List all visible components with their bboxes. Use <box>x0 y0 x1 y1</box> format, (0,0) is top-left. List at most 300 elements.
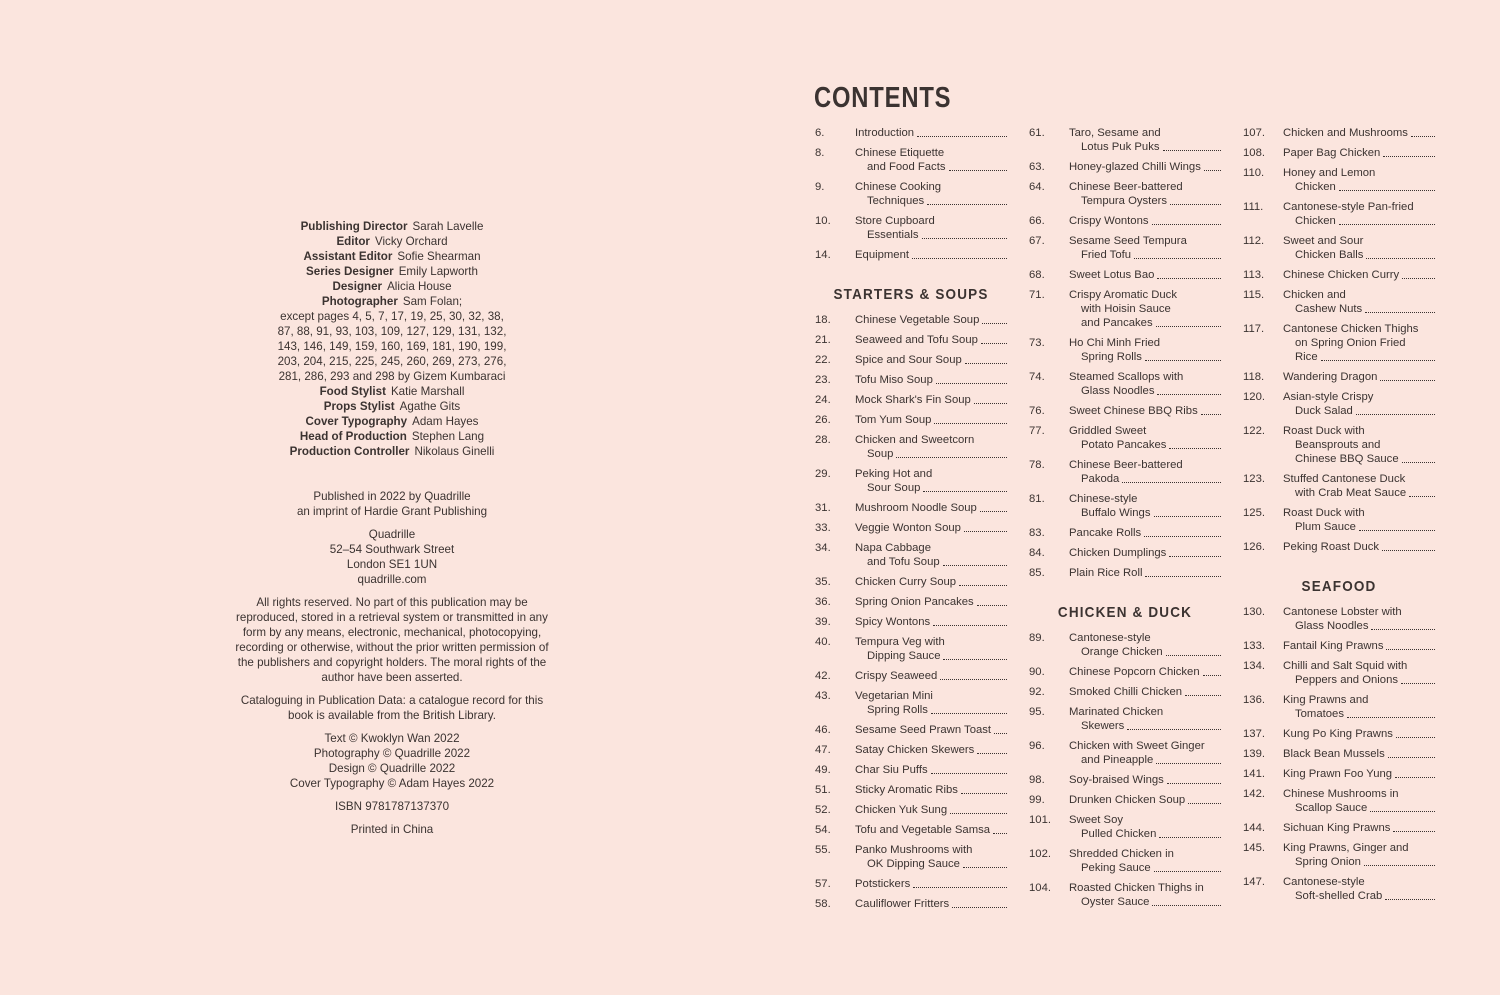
entry-title <box>855 126 1007 140</box>
contents-entry[interactable] <box>1029 336 1221 364</box>
page-number: 21. <box>815 334 831 346</box>
entry-title <box>1283 322 1435 364</box>
entry-title-line <box>1283 821 1435 835</box>
page-number: 49. <box>815 764 831 776</box>
entry-title-line <box>1283 214 1435 228</box>
entry-title-text: Taro, Sesame and <box>1069 127 1161 139</box>
contents-entry[interactable] <box>1243 693 1435 721</box>
entry-title-line <box>1283 268 1435 282</box>
contents-entry[interactable] <box>1029 813 1221 841</box>
entry-title-text: Cantonese Lobster with <box>1283 606 1402 618</box>
entry-title <box>1069 685 1221 699</box>
photo_exceptions-line: 281, 286, 293 and 298 by Gizem Kumbaraci <box>278 370 506 383</box>
contents-entry[interactable] <box>1243 126 1435 140</box>
contents-entry[interactable] <box>815 521 1007 535</box>
entry-title-line <box>1069 645 1221 659</box>
page-number: 108. <box>1243 147 1265 159</box>
entry-title-line <box>1283 200 1435 214</box>
entry-title-text: Chinese Etiquette <box>855 147 945 159</box>
entry-title-line <box>1069 214 1221 228</box>
page-number: 47. <box>815 744 831 756</box>
contents-entry[interactable] <box>1243 506 1435 534</box>
page-number: 10. <box>815 215 831 227</box>
entry-title-line <box>1069 685 1221 699</box>
entry-title-line <box>855 467 1007 481</box>
contents-entry[interactable] <box>1243 322 1435 364</box>
dot-leader <box>923 481 1007 492</box>
credit-line <box>190 219 594 234</box>
page-number: 136. <box>1243 694 1265 706</box>
contents-entry[interactable] <box>815 373 1007 387</box>
contents-entry[interactable] <box>815 843 1007 871</box>
dot-leader <box>1380 370 1435 381</box>
rights-line: form by any means, electronic, mechanical, photocopying, <box>242 626 542 639</box>
page-number: 142. <box>1243 788 1265 800</box>
entry-title <box>855 595 1007 609</box>
entry-title-text: Peking Sauce <box>1081 862 1151 874</box>
entry-title-line <box>1069 268 1221 282</box>
entry-title-text: Panko Mushrooms with <box>855 844 973 856</box>
page-number: 22. <box>815 354 831 366</box>
entry-title <box>855 248 1007 262</box>
entry-title-text: Sichuan King Prawns <box>1283 822 1391 834</box>
entry-title <box>1069 126 1221 154</box>
entry-title <box>855 541 1007 569</box>
entry-title-line <box>1069 180 1221 194</box>
entry-title-text: and Tofu Soup <box>867 556 940 568</box>
entry-title-text: Pancake Rolls <box>1069 527 1142 539</box>
page-number: 28. <box>815 434 831 446</box>
contents-entry[interactable] <box>815 126 1007 140</box>
entry-title-line <box>1069 194 1221 208</box>
entry-title-line <box>1069 288 1221 302</box>
dot-leader <box>977 743 1007 754</box>
page-number: 57. <box>815 878 831 890</box>
page-number: 126. <box>1243 541 1265 553</box>
contents-entry[interactable] <box>1243 747 1435 761</box>
entry-title-line <box>1069 302 1221 316</box>
page-number: 26. <box>815 414 831 426</box>
dot-leader <box>1144 526 1221 537</box>
entry-title-text: Seaweed and Tofu Soup <box>855 334 978 346</box>
entry-title-text: Chicken <box>1295 181 1336 193</box>
credit-line <box>190 429 594 444</box>
contents-entry[interactable] <box>815 897 1007 911</box>
entry-title <box>1283 540 1435 554</box>
entry-title <box>1283 767 1435 781</box>
dot-leader <box>993 823 1007 834</box>
entry-title-text: Spring Onion <box>1295 856 1361 868</box>
dot-leader <box>931 763 1007 774</box>
entry-title <box>1069 566 1221 580</box>
contents-entry[interactable] <box>815 393 1007 407</box>
rights-block <box>190 595 594 685</box>
dot-leader <box>1370 801 1435 812</box>
entry-title-text: Sweet Lotus Bao <box>1069 269 1155 281</box>
page-number: 81. <box>1029 493 1045 505</box>
contents-entry[interactable] <box>1243 605 1435 633</box>
entry-title-text: Wandering Dragon <box>1283 371 1378 383</box>
entry-title-line <box>1069 566 1221 580</box>
contents-entry[interactable] <box>815 180 1007 208</box>
entry-title <box>1069 847 1221 875</box>
entry-title <box>855 313 1007 327</box>
contents-entry[interactable] <box>815 333 1007 347</box>
entry-title-text: Cantonese-style <box>1069 632 1151 644</box>
address-line: Quadrille <box>368 528 416 541</box>
dot-leader <box>896 447 1007 458</box>
contents-entry[interactable] <box>815 433 1007 461</box>
page-number: 111. <box>1243 201 1264 213</box>
contents-entry[interactable] <box>1029 685 1221 699</box>
entry-title <box>855 146 1007 174</box>
page-number: 112. <box>1243 235 1265 247</box>
dot-leader <box>950 803 1007 814</box>
page-number: 141. <box>1243 768 1265 780</box>
credit-role: Series Designer <box>306 265 394 278</box>
entry-title-line <box>1283 472 1435 486</box>
entry-title <box>855 803 1007 817</box>
credit-line <box>190 399 594 414</box>
entry-title-line <box>855 555 1007 569</box>
entry-title-text: Mushroom Noodle Soup <box>855 502 977 514</box>
contents-entry[interactable] <box>1243 166 1435 194</box>
contents-entry[interactable] <box>1029 404 1221 418</box>
entry-title-line <box>1283 424 1435 438</box>
address-line: London SE1 1UN <box>346 558 438 571</box>
entry-title-line <box>1283 322 1435 336</box>
contents-entry[interactable] <box>1029 160 1221 174</box>
entry-title <box>1069 336 1221 364</box>
page-number: 113. <box>1243 269 1265 281</box>
contents-entry[interactable] <box>1029 424 1221 452</box>
entry-title-text: Chilli and Salt Squid with <box>1283 660 1408 672</box>
entry-title-line <box>1069 719 1221 733</box>
contents-entry[interactable] <box>1029 458 1221 486</box>
contents-entry[interactable] <box>1029 546 1221 560</box>
entry-title-line <box>855 447 1007 461</box>
page-number: 29. <box>815 468 831 480</box>
contents-entry[interactable] <box>1029 288 1221 330</box>
contents-entry[interactable] <box>1243 659 1435 687</box>
contents-entry[interactable] <box>815 313 1007 327</box>
entry-title-line <box>1069 384 1221 398</box>
entry-title <box>1283 727 1435 741</box>
entry-title <box>855 723 1007 737</box>
credit-role: Cover Typography <box>305 415 408 428</box>
contents-entry[interactable] <box>1243 639 1435 653</box>
contents-entry[interactable] <box>815 467 1007 495</box>
contents-entry[interactable] <box>1029 268 1221 282</box>
dot-leader <box>1411 126 1435 137</box>
dot-leader <box>994 723 1007 734</box>
contents-entry[interactable] <box>1029 214 1221 228</box>
entry-title-text: Soy-braised Wings <box>1069 774 1164 786</box>
contents-entry[interactable] <box>815 214 1007 242</box>
cataloguing-line: book is available from the British Library. <box>288 709 496 722</box>
dot-leader <box>1409 486 1435 497</box>
contents-entry[interactable] <box>1243 390 1435 418</box>
entry-title-line <box>1283 707 1435 721</box>
entry-title <box>1069 180 1221 208</box>
entry-title-line <box>1283 452 1435 466</box>
entry-title-text: Techniques <box>867 195 925 207</box>
contents-entry[interactable] <box>1029 881 1221 909</box>
page-number: 8. <box>815 147 825 159</box>
contents-entry[interactable] <box>1029 705 1221 733</box>
entry-title-line <box>855 393 1007 407</box>
printed-line: Printed in China <box>350 823 434 836</box>
entry-title-line <box>1283 126 1435 140</box>
contents-entry[interactable] <box>1029 370 1221 398</box>
page-number: 23. <box>815 374 831 386</box>
dot-leader <box>933 615 1007 626</box>
contents-entry[interactable] <box>815 248 1007 262</box>
dot-leader <box>936 373 1007 384</box>
entry-title-line <box>1283 605 1435 619</box>
contents-entry[interactable] <box>815 743 1007 757</box>
contents-entry[interactable] <box>1029 665 1221 679</box>
contents-entry[interactable] <box>1029 526 1221 540</box>
entry-title <box>855 521 1007 535</box>
contents-entry[interactable] <box>1029 126 1221 154</box>
credit-line <box>190 294 594 309</box>
entry-title-line <box>855 333 1007 347</box>
page-number: 90. <box>1029 666 1045 678</box>
entry-title-text: Chinese Popcorn Chicken <box>1069 666 1200 678</box>
entry-title-text: Soup <box>867 448 894 460</box>
rights-line: recording or otherwise, without the prior written permission of <box>235 641 549 654</box>
contents-column-2 <box>1029 126 1221 915</box>
entry-title-line <box>1069 472 1221 486</box>
entry-title-text: Steamed Scallops with <box>1069 371 1184 383</box>
entry-title-line <box>1283 166 1435 180</box>
dot-leader <box>922 228 1008 239</box>
contents-entry[interactable] <box>815 413 1007 427</box>
page-number: 58. <box>815 898 831 910</box>
entry-title-line <box>1069 881 1221 895</box>
entry-title-line <box>1069 631 1221 645</box>
entry-title <box>855 763 1007 777</box>
contents-entry[interactable] <box>1243 767 1435 781</box>
dot-leader <box>1395 767 1435 778</box>
contents-entry[interactable] <box>1029 234 1221 262</box>
entry-title-line <box>1283 875 1435 889</box>
contents-entry[interactable] <box>815 669 1007 683</box>
contents-entry[interactable] <box>1243 727 1435 741</box>
credit-role: Designer <box>332 280 383 293</box>
entry-title-line <box>1283 438 1435 452</box>
photo_exceptions-line: except pages 4, 5, 7, 17, 19, 25, 30, 32, 38, <box>280 310 504 323</box>
dot-leader <box>1156 753 1221 764</box>
entry-title-line <box>1283 370 1435 384</box>
contents-entry[interactable] <box>815 595 1007 609</box>
entry-title-line <box>855 843 1007 857</box>
dot-leader <box>1170 194 1221 205</box>
entry-title <box>1283 787 1435 815</box>
page-number: 115. <box>1243 289 1265 301</box>
dot-leader <box>917 126 1007 137</box>
copyright-line: Cover Typography © Adam Hayes 2022 <box>289 777 495 790</box>
dot-leader <box>1339 214 1435 225</box>
contents-entry[interactable] <box>1243 200 1435 228</box>
contents-entry[interactable] <box>1029 631 1221 659</box>
contents-entry[interactable] <box>1243 787 1435 815</box>
dot-leader <box>1166 645 1221 656</box>
dot-leader <box>1339 180 1435 191</box>
page-number: 102. <box>1029 848 1051 860</box>
entry-title-text: Veggie Wonton Soup <box>855 522 961 534</box>
page-number: 139. <box>1243 748 1265 760</box>
entry-title-text: Chicken Dumplings <box>1069 547 1167 559</box>
entry-title <box>1283 370 1435 384</box>
entry-title-line <box>1283 747 1435 761</box>
entry-title-text: Roast Duck with <box>1283 425 1365 437</box>
entry-title-line <box>855 723 1007 737</box>
contents-entry[interactable] <box>815 615 1007 629</box>
entry-title-text: Pakoda <box>1081 473 1120 485</box>
entry-title-text: Tofu Miso Soup <box>855 374 933 386</box>
entry-title <box>1283 268 1435 282</box>
contents-entry[interactable] <box>1243 234 1435 262</box>
dot-leader <box>1152 895 1221 906</box>
dot-leader <box>1157 384 1221 395</box>
entry-title-line <box>855 669 1007 683</box>
entry-title-line <box>1283 350 1435 364</box>
contents-entry[interactable] <box>815 877 1007 891</box>
contents-entry[interactable] <box>1029 847 1221 875</box>
entry-title <box>855 877 1007 891</box>
dot-leader <box>1156 316 1221 327</box>
page-number: 42. <box>815 670 831 682</box>
entry-title-line <box>855 689 1007 703</box>
contents-entry[interactable] <box>1243 472 1435 500</box>
page-number: 34. <box>815 542 831 554</box>
contents-entry[interactable] <box>1243 424 1435 466</box>
dot-leader <box>943 649 1007 660</box>
entry-title <box>1283 200 1435 228</box>
copyright-block <box>190 731 594 791</box>
contents-entry[interactable] <box>815 689 1007 717</box>
entry-title-line <box>1069 665 1221 679</box>
entry-title-line <box>1283 288 1435 302</box>
entry-title <box>1069 526 1221 540</box>
section-heading: CHICKEN & DUCK <box>1057 604 1193 621</box>
entry-title <box>1283 146 1435 160</box>
contents-entry[interactable] <box>1029 793 1221 807</box>
entry-title <box>1283 472 1435 500</box>
entry-title-text: Spice and Sour Soup <box>855 354 962 366</box>
entry-title-line <box>855 857 1007 871</box>
page-number: 6. <box>815 127 825 139</box>
dot-leader <box>1145 350 1221 361</box>
entry-title-text: Shredded Chicken in <box>1069 848 1174 860</box>
contents-entry[interactable] <box>815 501 1007 515</box>
contents-entry[interactable] <box>815 823 1007 837</box>
entry-title <box>1069 793 1221 807</box>
entry-title-line <box>855 433 1007 447</box>
page-number: 110. <box>1243 167 1265 179</box>
entry-title-text: with Hoisin Sauce <box>1081 303 1171 315</box>
dot-leader <box>1169 438 1221 449</box>
dot-leader <box>1169 546 1221 557</box>
entry-title-text: OK Dipping Sauce <box>867 858 960 870</box>
entry-title <box>855 501 1007 515</box>
contents-entry[interactable] <box>1243 370 1435 384</box>
entry-title-line <box>1069 739 1221 753</box>
entry-title-text: Chinese Vegetable Soup <box>855 314 980 326</box>
contents-entry[interactable] <box>815 723 1007 737</box>
dot-leader <box>1371 619 1435 630</box>
contents-entry[interactable] <box>1243 146 1435 160</box>
entry-title-line <box>1283 180 1435 194</box>
rights-line: All rights reserved. No part of this publication may be <box>256 596 528 609</box>
entry-title-text: Plain Rice Roll <box>1069 567 1143 579</box>
dot-leader <box>1152 214 1221 225</box>
dot-leader <box>1383 146 1435 157</box>
contents-entry[interactable] <box>1029 739 1221 767</box>
entry-title-text: Introduction <box>855 127 915 139</box>
entry-title-line <box>855 353 1007 367</box>
credit-name: Nikolaus Ginelli <box>414 445 495 458</box>
entry-title-line <box>1069 438 1221 452</box>
dot-leader <box>1185 685 1221 696</box>
entry-title-line <box>855 823 1007 837</box>
contents-entry[interactable] <box>1243 288 1435 316</box>
contents-entry[interactable] <box>815 783 1007 797</box>
contents-entry[interactable] <box>1029 566 1221 580</box>
page-number: 39. <box>815 616 831 628</box>
entry-title-line <box>1069 793 1221 807</box>
contents-entry[interactable] <box>1029 492 1221 520</box>
entry-title-text: Tempura Veg with <box>855 636 945 648</box>
contents-entry[interactable] <box>1243 268 1435 282</box>
entry-title <box>855 433 1007 461</box>
contents-entry[interactable] <box>815 146 1007 174</box>
entry-title <box>1283 288 1435 316</box>
dot-leader <box>980 501 1007 512</box>
contents-entry[interactable] <box>815 575 1007 589</box>
contents-entry[interactable] <box>1243 875 1435 903</box>
entry-title-text: Sweet and Sour <box>1283 235 1364 247</box>
contents-entry[interactable] <box>815 635 1007 663</box>
contents-entry[interactable] <box>1243 540 1435 554</box>
dot-leader <box>963 857 1007 868</box>
contents-entry[interactable] <box>815 763 1007 777</box>
contents-entry[interactable] <box>815 353 1007 367</box>
contents-entry[interactable] <box>815 541 1007 569</box>
entry-title <box>1283 126 1435 140</box>
entry-title-line <box>855 521 1007 535</box>
entry-title <box>855 353 1007 367</box>
contents-entry[interactable] <box>815 803 1007 817</box>
page-number: 18. <box>815 314 831 326</box>
page-number: 96. <box>1029 740 1045 752</box>
entry-title-line <box>855 214 1007 228</box>
dot-leader <box>1356 404 1435 415</box>
contents-entry[interactable] <box>1029 180 1221 208</box>
entry-title-text: Sweet Soy <box>1069 814 1124 826</box>
page-number: 117. <box>1243 323 1265 335</box>
dot-leader <box>1157 268 1221 279</box>
contents-entry[interactable] <box>1029 773 1221 787</box>
entry-title-text: Spring Onion Pancakes <box>855 596 974 608</box>
entry-title-text: Plum Sauce <box>1295 521 1356 533</box>
contents-entry[interactable] <box>1243 841 1435 869</box>
entry-title-line <box>855 763 1007 777</box>
entry-title <box>855 669 1007 683</box>
contents-entry[interactable] <box>1243 821 1435 835</box>
